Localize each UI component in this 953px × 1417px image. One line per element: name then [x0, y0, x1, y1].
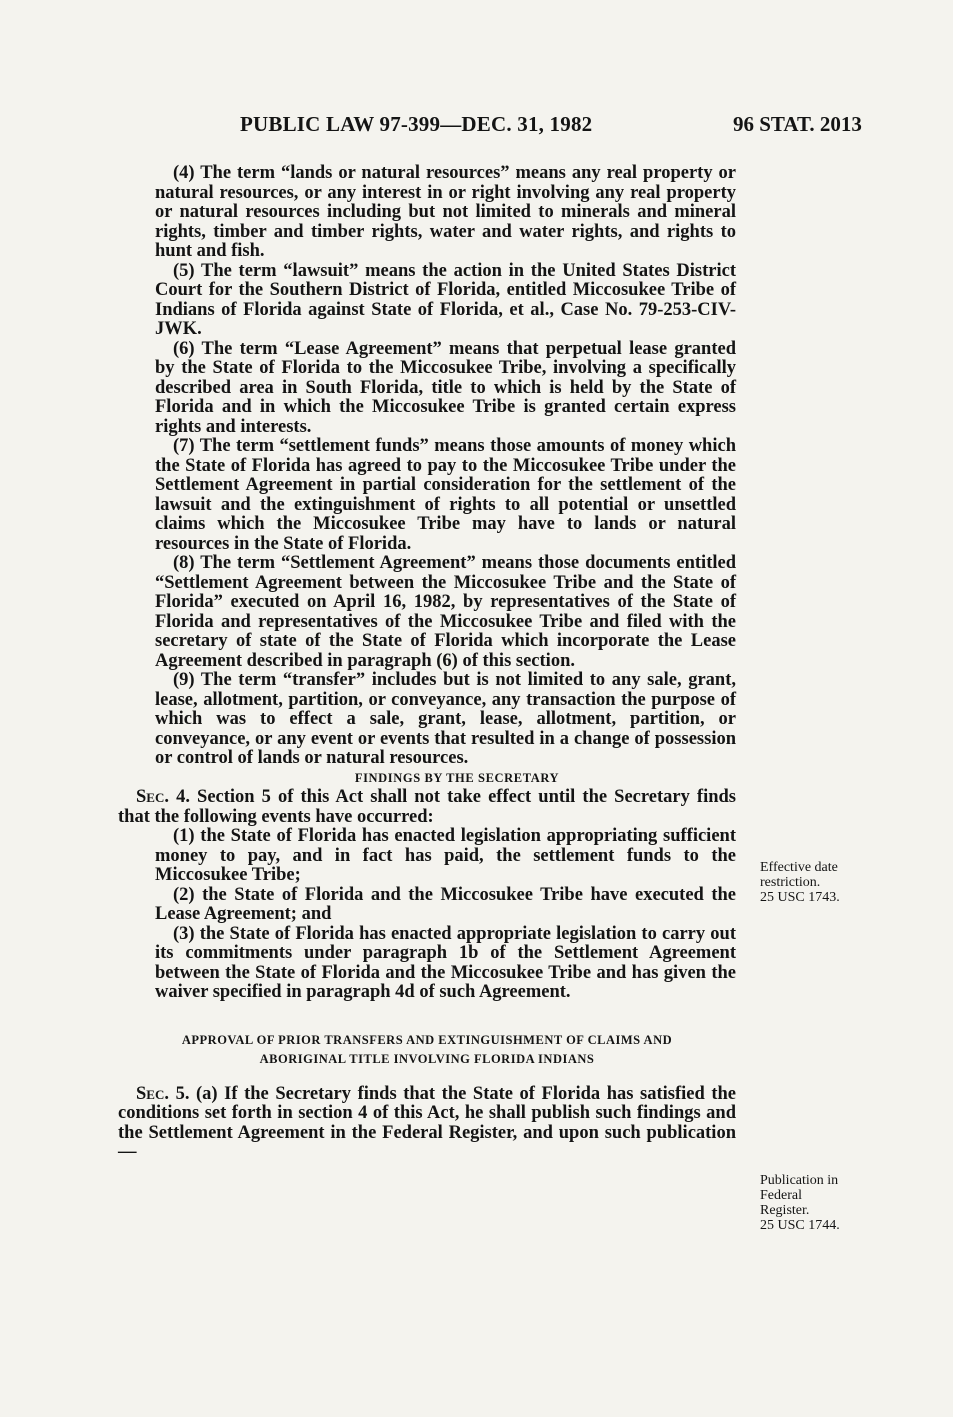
definition-5: (5) The term “lawsuit” means the action in the United States District Court for the Southern District of Florida, entitled Miccosukee Tribe of Indians of Florida against State of Florida, et al., Case No. 79-253-CIV-JWK. — [155, 260, 736, 339]
margin-note-line: restriction. — [760, 875, 821, 890]
margin-note-line: Register. — [760, 1203, 810, 1218]
margin-note-line: Federal — [760, 1188, 802, 1203]
section-5-text — [118, 1085, 736, 1163]
definition-9: (9) The term “transfer” includes but is not limited to any sale, grant, lease, allotment, partition, or conveyance, any transaction the purpose of which was to effect a sale, grant, lease, allotment, partition, or conveyance, or any event or events that resulted in a change of possession or control of lands or natural resources. — [155, 670, 736, 768]
approval-heading — [118, 1031, 736, 1069]
section-4-item-3: (3) the State of Florida has enacted appropriate legislation to carry out its commitments under paragraph 1b of the Settlement Agreement between the State of Florida and the Miccosukee Tribe and has given the waiver specified in paragraph 4d of such Agreement. — [155, 923, 736, 1002]
section-4-text — [118, 788, 736, 827]
definition-6: (6) The term “Lease Agreement” means that perpetual lease granted by the State of Florida to the Miccosukee Tribe, involving a specifically described area in South Florida, title to which is held by the State of Florida and in which the Miccosukee Tribe is granted certain express rights and interests. — [155, 338, 736, 437]
section-4-body: 4. Section 5 of this Act shall not take effect until the Secretary finds that the following events have occurred: — [118, 787, 736, 827]
section-5-label: Sec. — [136, 1083, 169, 1104]
approval-heading-line-1: APPROVAL OF PRIOR TRANSFERS AND EXTINGUISHMENT OF CLAIMS AND — [181, 1032, 673, 1047]
section-5-body: 5. (a) If the Secretary finds that the State of Florida has satisfied the conditions set forth in section 4 of this Act, he shall publish such findings and the Settlement Agreement in the Federal Register, and upon such publication— — [118, 1083, 736, 1162]
margin-note-effective-date — [760, 860, 875, 905]
definition-8: (8) The term “Settlement Agreement” means those documents entitled “Settlement Agreement between the Miccosukee Tribe and the State of Florida” executed on April 16, 1982, by representatives of the State of Florida and representatives of the Miccosukee Tribe and filed with the secretary of state of the State of Florida which incorporate the Lease Agreement described in paragraph (6) of this section. — [155, 553, 736, 671]
page-header-stat: 96 STAT. 2013 — [733, 112, 862, 136]
margin-note-line: Publication in — [760, 1173, 839, 1188]
definition-7: (7) The term “settlement funds” means those amounts of money which the State of Florida has agreed to pay to the Miccosukee Tribe under the Settlement Agreement in partial consideration for the settlement of the lawsuit and the extinguishment of rights to all potential or unsettled claims which the Miccosukee Tribe may have to lands or natural resources in the State of Florida. — [155, 436, 736, 554]
margin-note-line: 25 USC 1744. — [760, 1218, 840, 1233]
findings-heading: FINDINGS BY THE SECRETARY — [354, 770, 560, 785]
section-4-item-2: (2) the State of Florida and the Miccosukee Tribe have executed the Lease Agreement; and — [155, 884, 736, 924]
page-header-title: PUBLIC LAW 97-399—DEC. 31, 1982 — [240, 112, 593, 136]
approval-heading-line-2: ABORIGINAL TITLE INVOLVING FLORIDA INDIANS — [259, 1051, 595, 1066]
margin-note-line: Effective date — [760, 860, 838, 875]
section-4-item-1: (1) the State of Florida has enacted legislation appropriating sufficient money to pay, and in fact has paid, the settlement funds to the Miccosukee Tribe; — [155, 826, 736, 885]
body-column — [118, 164, 736, 1163]
definition-4: (4) The term “lands or natural resources” means any real property or natural resources, or any interest in or right involving any real property or natural resources including but not limited to minerals and mineral rights, timber and timber rights, water and water rights, and rights to hunt and fish. — [155, 163, 736, 261]
margin-note-line: 25 USC 1743. — [760, 890, 840, 905]
margin-note-publication — [760, 1173, 875, 1233]
section-4-label: Sec. — [136, 787, 169, 807]
